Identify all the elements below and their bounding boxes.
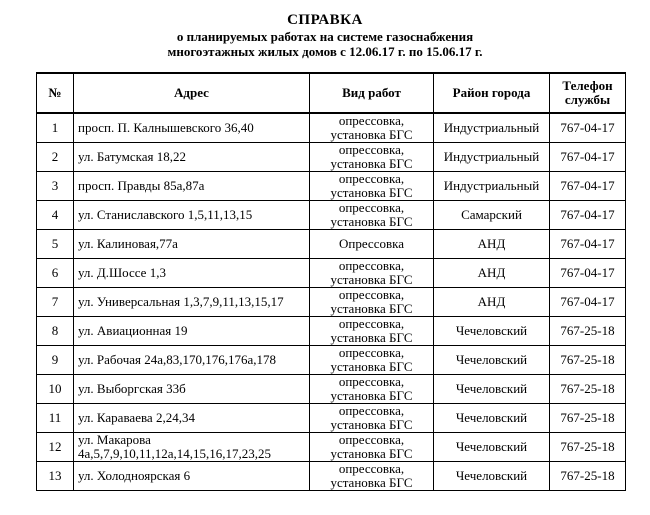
cell-address-text: ул. Авиационная 19 — [78, 323, 188, 338]
cell-work — [310, 317, 434, 346]
cell-work-text: опрессовка, установка БГС — [330, 345, 413, 374]
cell-num — [37, 433, 74, 462]
cell-phone-text: 767-04-17 — [560, 236, 615, 251]
cell-work — [310, 288, 434, 317]
cell-num — [37, 259, 74, 288]
cell-work — [310, 462, 434, 491]
cell-address-text: ул. Станиславского 1,5,11,13,15 — [78, 207, 253, 222]
cell-num — [37, 143, 74, 172]
cell-work — [310, 346, 434, 375]
cell-num-text: 7 — [51, 294, 59, 309]
cell-work — [310, 259, 434, 288]
cell-address — [74, 346, 310, 375]
document-title: СПРАВКА — [287, 12, 363, 28]
cell-phone — [550, 201, 626, 230]
cell-num — [37, 230, 74, 259]
col-header-num: № — [37, 73, 74, 113]
cell-num-text: 4 — [51, 207, 59, 222]
cell-work — [310, 201, 434, 230]
cell-num — [37, 346, 74, 375]
col-header-phone: Телефон службы — [550, 73, 626, 113]
cell-phone-text: 767-04-17 — [560, 120, 615, 135]
cell-address — [74, 375, 310, 404]
cell-phone — [550, 259, 626, 288]
cell-phone-text: 767-04-17 — [560, 294, 615, 309]
table-row — [37, 172, 626, 201]
cell-district — [434, 317, 550, 346]
cell-address-text: ул. Д.Шоссе 1,3 — [78, 265, 166, 280]
cell-district-text: Чечеловский — [455, 352, 528, 367]
cell-district-text: Чечеловский — [455, 439, 528, 454]
cell-district-text: Индустриальный — [443, 120, 540, 135]
cell-phone-text: 767-25-18 — [560, 410, 615, 425]
cell-address-text: ул. Караваева 2,24,34 — [78, 410, 195, 425]
cell-work — [310, 143, 434, 172]
cell-num-text: 8 — [51, 323, 59, 338]
cell-phone-text: 767-25-18 — [560, 323, 615, 338]
cell-phone — [550, 375, 626, 404]
cell-num-text: 6 — [51, 265, 59, 280]
cell-address — [74, 317, 310, 346]
cell-work-text: опрессовка, установка БГС — [330, 171, 413, 200]
cell-num-text: 10 — [48, 381, 62, 396]
cell-address — [74, 230, 310, 259]
cell-district — [434, 404, 550, 433]
document-subtitle: о планируемых работах на системе газоснабжения — [176, 29, 474, 44]
cell-num-text: 13 — [48, 468, 62, 483]
cell-work-text: опрессовка, установка БГС — [330, 432, 413, 461]
cell-district — [434, 462, 550, 491]
cell-address — [74, 143, 310, 172]
cell-num — [37, 172, 74, 201]
table-row — [37, 201, 626, 230]
col-header-address: Адрес — [74, 73, 310, 113]
cell-work-text: опрессовка, установка БГС — [330, 142, 413, 171]
cell-address-text: ул. Калиновая,77а — [78, 236, 178, 251]
cell-address — [74, 288, 310, 317]
cell-work-text: Опрессовка — [338, 236, 404, 251]
cell-work — [310, 113, 434, 143]
cell-district-text: АНД — [477, 265, 506, 280]
cell-district — [434, 346, 550, 375]
cell-phone-text: 767-25-18 — [560, 381, 615, 396]
cell-work — [310, 404, 434, 433]
cell-district — [434, 201, 550, 230]
cell-work — [310, 230, 434, 259]
cell-phone-text: 767-25-18 — [560, 352, 615, 367]
cell-num — [37, 462, 74, 491]
cell-num — [37, 113, 74, 143]
cell-district — [434, 375, 550, 404]
cell-district-text: Индустриальный — [443, 149, 540, 164]
table-row — [37, 375, 626, 404]
cell-work-text: опрессовка, установка БГС — [330, 316, 413, 345]
cell-phone — [550, 404, 626, 433]
cell-phone — [550, 113, 626, 143]
cell-address-text: ул. Рабочая 24а,83,170,176,176а,178 — [78, 352, 277, 367]
cell-work-text: опрессовка, установка БГС — [330, 461, 413, 490]
table-row — [37, 346, 626, 375]
cell-num — [37, 404, 74, 433]
cell-num-text: 1 — [51, 120, 59, 135]
table-header-row — [37, 73, 626, 113]
cell-district — [434, 172, 550, 201]
cell-phone-text: 767-04-17 — [560, 178, 615, 193]
cell-work-text: опрессовка, установка БГС — [330, 113, 413, 142]
cell-address — [74, 433, 310, 462]
document-date-range: многоэтажных жилых домов с 12.06.17 г. по 15.06.17 г. — [167, 44, 483, 59]
cell-num — [37, 317, 74, 346]
cell-address-text: просп. Правды 85а,87а — [78, 178, 205, 193]
cell-phone — [550, 230, 626, 259]
cell-num — [37, 375, 74, 404]
cell-num — [37, 201, 74, 230]
cell-phone-text: 767-25-18 — [560, 439, 615, 454]
cell-district-text: Индустриальный — [443, 178, 540, 193]
cell-district — [434, 113, 550, 143]
cell-phone — [550, 346, 626, 375]
cell-num-text: 5 — [51, 236, 59, 251]
cell-district-text: АНД — [477, 294, 506, 309]
cell-work — [310, 172, 434, 201]
cell-num-text: 3 — [51, 178, 59, 193]
cell-work-text: опрессовка, установка БГС — [330, 200, 413, 229]
cell-work-text: опрессовка, установка БГС — [330, 374, 413, 403]
works-table — [36, 72, 626, 491]
cell-district-text: Чечеловский — [455, 323, 528, 338]
table-row — [37, 259, 626, 288]
cell-district — [434, 230, 550, 259]
cell-work-text: опрессовка, установка БГС — [330, 258, 413, 287]
cell-address-text: ул. Холодноярская 6 — [78, 468, 191, 483]
cell-num-text: 11 — [48, 410, 62, 425]
table-row — [37, 433, 626, 462]
table-row — [37, 288, 626, 317]
col-header-district: Район города — [434, 73, 550, 113]
cell-address-text: ул. Выборгская 33б — [78, 381, 186, 396]
cell-address — [74, 113, 310, 143]
cell-address — [74, 259, 310, 288]
cell-phone-text: 767-04-17 — [560, 149, 615, 164]
cell-district — [434, 259, 550, 288]
cell-phone — [550, 143, 626, 172]
table-row — [37, 317, 626, 346]
cell-phone — [550, 172, 626, 201]
document-header — [0, 12, 650, 59]
table-row — [37, 230, 626, 259]
cell-num-text: 12 — [48, 439, 62, 454]
cell-address — [74, 172, 310, 201]
table-row — [37, 143, 626, 172]
cell-work — [310, 375, 434, 404]
table-body — [37, 113, 626, 491]
cell-district — [434, 143, 550, 172]
cell-address-text: ул. Батумская 18,22 — [78, 149, 187, 164]
cell-district-text: Чечеловский — [455, 381, 528, 396]
cell-district — [434, 288, 550, 317]
cell-phone-text: 767-04-17 — [560, 265, 615, 280]
cell-work — [310, 433, 434, 462]
cell-phone — [550, 433, 626, 462]
table-row — [37, 462, 626, 491]
cell-address-text: просп. П. Калнышевского 36,40 — [78, 120, 254, 135]
cell-address-text: ул. Макарова 4а,5,7,9,10,11,12а,14,15,16,17,23,25 — [78, 432, 272, 461]
table-row — [37, 404, 626, 433]
cell-district-text: Чечеловский — [455, 468, 528, 483]
cell-work-text: опрессовка, установка БГС — [330, 403, 413, 432]
cell-address — [74, 404, 310, 433]
cell-district-text: Самарский — [461, 207, 522, 222]
cell-phone-text: 767-25-18 — [560, 468, 615, 483]
cell-address — [74, 462, 310, 491]
cell-phone — [550, 462, 626, 491]
cell-district — [434, 433, 550, 462]
cell-address — [74, 201, 310, 230]
cell-address-text: ул. Универсальная 1,3,7,9,11,13,15,17 — [78, 294, 284, 309]
cell-phone — [550, 317, 626, 346]
page-crop-edge — [0, 509, 650, 515]
table-row — [37, 113, 626, 143]
cell-num-text: 2 — [51, 149, 59, 164]
cell-num — [37, 288, 74, 317]
cell-num-text: 9 — [51, 352, 59, 367]
cell-district-text: Чечеловский — [455, 410, 528, 425]
cell-phone-text: 767-04-17 — [560, 207, 615, 222]
col-header-work: Вид работ — [310, 73, 434, 113]
cell-work-text: опрессовка, установка БГС — [330, 287, 413, 316]
cell-district-text: АНД — [477, 236, 506, 251]
cell-phone — [550, 288, 626, 317]
